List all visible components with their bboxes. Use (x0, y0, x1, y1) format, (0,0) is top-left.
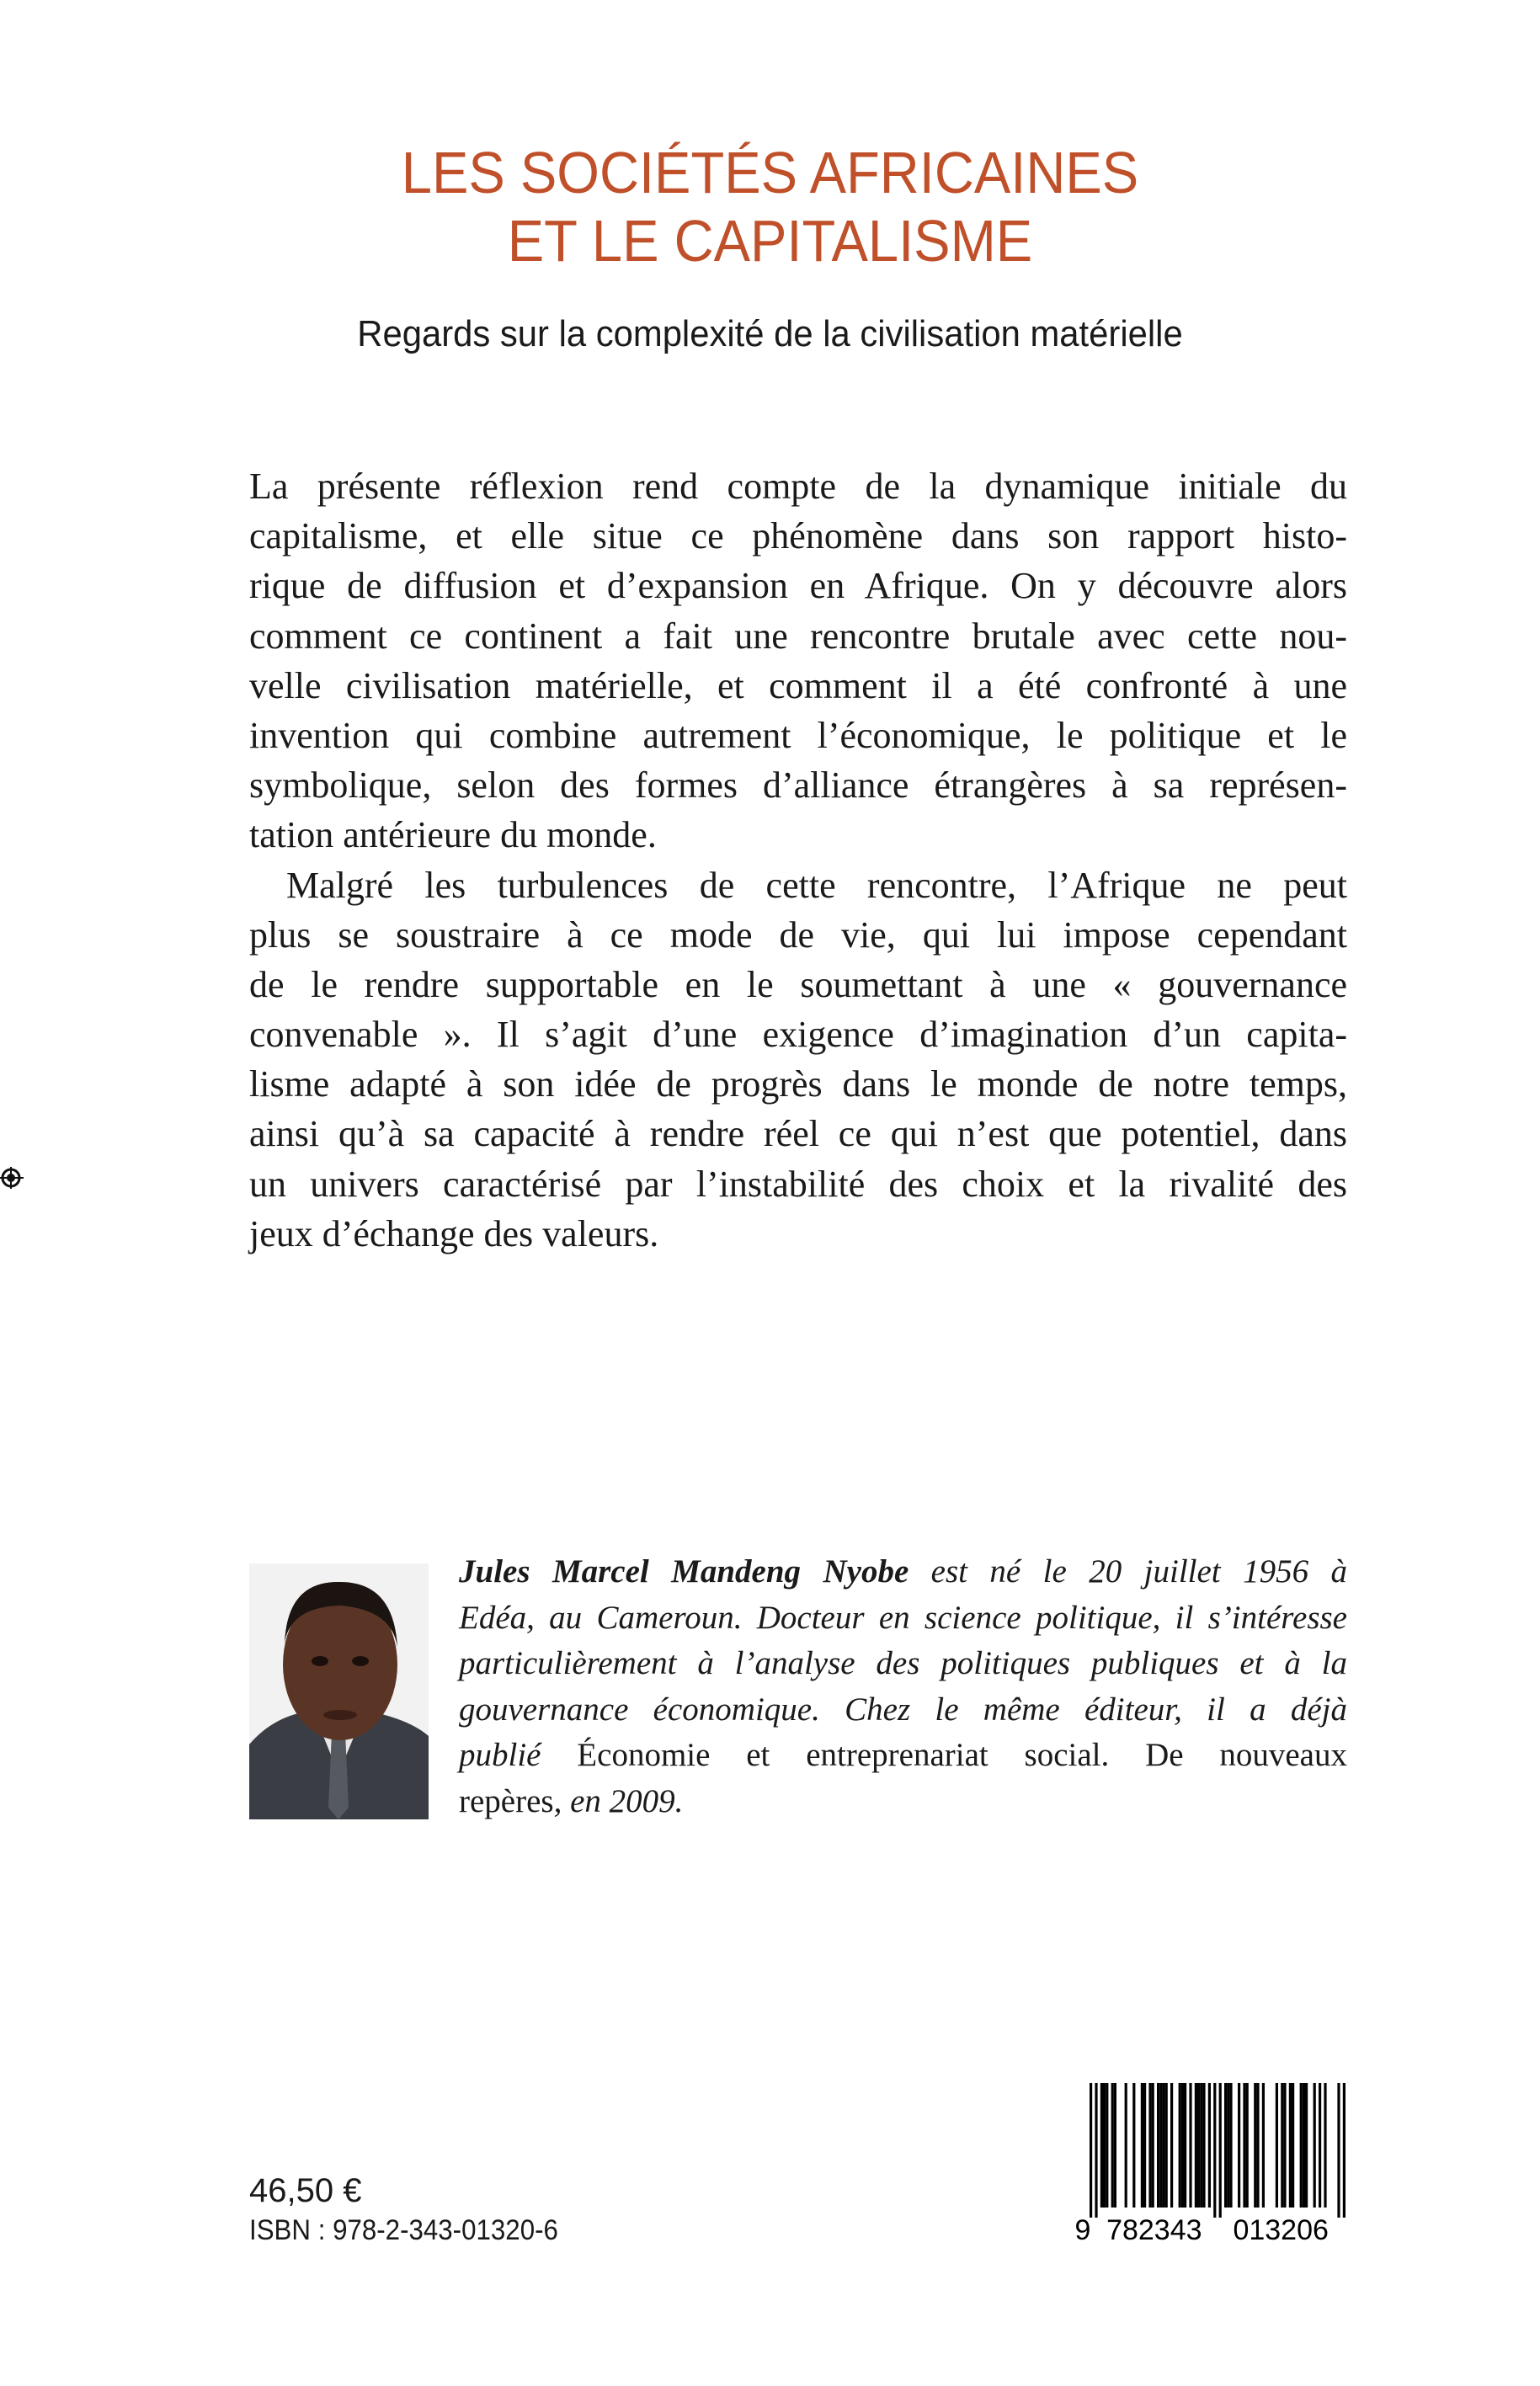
barcode-digits: 9 (1074, 2214, 1091, 2246)
barcode-bar (1238, 2083, 1240, 2208)
barcode-bar (1254, 2083, 1256, 2208)
barcode-digits: 013206 (1233, 2214, 1329, 2246)
barcode-bar (1143, 2083, 1146, 2208)
blurb-line: symbolique, selon des formes d’alliance étrangères à sa représen- (249, 764, 1347, 807)
bio-line: particulièrement à l’analyse des politiques publiques et à la (459, 1645, 1347, 1682)
barcode-bar (1292, 2083, 1294, 2208)
barcode-bar (1197, 2083, 1200, 2208)
blurb-line: convenable ». Il s’agit d’une exigence d’imagination d’un capita- (249, 1014, 1347, 1056)
author-photo (249, 1563, 429, 1819)
blurb-line: comment ce continent a fait une rencontre brutale avec cette nou- (249, 615, 1347, 657)
barcode-bar (1303, 2083, 1305, 2208)
barcode-bar (1300, 2083, 1303, 2208)
barcode-bar (1132, 2083, 1135, 2208)
blurb-line: invention qui combine autrement l’économique, le politique et le (249, 714, 1347, 756)
barcode-bar (1181, 2083, 1184, 2208)
barcode-bar (1319, 2083, 1321, 2208)
barcode-bar (1337, 2083, 1340, 2218)
blurb (249, 461, 1347, 1259)
isbn: ISBN : 978-2-343-01320-6 (249, 2214, 558, 2246)
blurb-line: rique de diffusion et d’expansion en Afrique. On y découvre alors (249, 565, 1347, 607)
blurb-line: de le rendre supportable en le soumettant à une « gouvernance (249, 963, 1347, 1005)
barcode-bar (1090, 2083, 1092, 2218)
barcode-bar (1159, 2083, 1162, 2208)
previous-book-title: repères (459, 1782, 554, 1819)
book-subtitle: Regards sur la complexité de la civilisation matérielle (357, 313, 1183, 354)
barcode-bar (1305, 2083, 1308, 2208)
barcode-bar (1202, 2083, 1205, 2208)
barcode-digits: 782343 (1106, 2214, 1202, 2246)
author-name: Jules Marcel Mandeng Nyobe (459, 1553, 909, 1590)
blurb-line: tation antérieure du monde. (249, 814, 657, 856)
barcode-bar (1314, 2083, 1316, 2208)
blurb-paragraph-1 (249, 461, 1347, 860)
barcode-bar (1200, 2083, 1202, 2208)
blurb-line: La présente réflexion rend compte de la dynamique initiale du (249, 466, 1347, 507)
barcode-bar (1229, 2083, 1232, 2208)
barcode-bar (1162, 2083, 1164, 2208)
barcode-bar (1276, 2083, 1278, 2208)
barcode-bar (1157, 2083, 1159, 2208)
barcode-bar (1141, 2083, 1143, 2208)
barcode-bar (1256, 2083, 1259, 2208)
blurb-paragraph-2 (249, 860, 1347, 1260)
barcode-bar (1195, 2083, 1197, 2208)
barcode-bar (1281, 2083, 1283, 2208)
barcode-bar (1148, 2083, 1151, 2208)
bio-text: publié (459, 1737, 541, 1774)
barcode-bar (1106, 2083, 1108, 2208)
bio-line: gouvernance économique. Chez le même éditeur, il a déjà (459, 1691, 1347, 1728)
bio-text: est né le 20 juillet 1956 à (909, 1553, 1347, 1590)
barcode-bar (1219, 2083, 1222, 2218)
barcode-bar (1125, 2083, 1127, 2208)
barcode-bar (1111, 2083, 1114, 2208)
previous-book-title: Économie et entreprenariat social. De nouveaux (541, 1737, 1347, 1774)
barcode-bar (1179, 2083, 1181, 2208)
barcode-bar (1227, 2083, 1229, 2208)
barcode-bar (1165, 2083, 1168, 2208)
blurb-line: ainsi qu’à sa capacité à rendre réel ce qui n’est que potentiel, dans (249, 1113, 1347, 1155)
barcode (1074, 2080, 1356, 2252)
blurb-line: un univers caractérisé par l’instabilité des choix et la rivalité des (249, 1163, 1347, 1205)
barcode-bar (1243, 2083, 1245, 2208)
registration-mark-icon (0, 1165, 25, 1195)
blurb-line: plus se soustraire à ce mode de vie, qui lui impose cependant (249, 913, 1347, 956)
book-title-line-2: ET LE CAPITALISME (507, 208, 1033, 274)
author-bio (459, 1549, 1347, 1825)
price: 46,50 € (249, 2172, 362, 2209)
barcode-bar (1114, 2083, 1116, 2208)
barcode-bar (1324, 2083, 1326, 2208)
bio-text: , en 2009. (553, 1782, 684, 1819)
barcode-bar (1170, 2083, 1173, 2208)
blurb-line: Malgré les turbulences de cette rencontre, l’Afrique ne peut (286, 864, 1347, 906)
barcode-bar (1152, 2083, 1154, 2208)
blurb-line: velle civilisation matérielle, et comment il a été confronté à une (249, 664, 1347, 706)
barcode-bar (1224, 2083, 1227, 2208)
barcode-bar (1246, 2083, 1249, 2208)
bio-line: Edéa, au Cameroun. Docteur en science politique, il s’intéresse (459, 1599, 1347, 1636)
barcode-bar (1100, 2083, 1103, 2208)
barcode-bar (1103, 2083, 1106, 2208)
barcode-bar (1343, 2083, 1346, 2218)
barcode-bar (1184, 2083, 1186, 2208)
barcode-bar (1289, 2083, 1292, 2208)
barcode-bar (1095, 2083, 1097, 2218)
blurb-line: lisme adapté à son idée de progrès dans le monde de notre temps, (249, 1063, 1347, 1105)
blurb-line: capitalisme, et elle situe ce phénomène dans son rapport histo- (249, 515, 1347, 557)
barcode-bar (1208, 2083, 1211, 2208)
book-title-line-1: LES SOCIÉTÉS AFRICAINES (401, 140, 1139, 205)
barcode-bar (1283, 2083, 1286, 2208)
barcode-bar (1213, 2083, 1216, 2218)
barcode-bar (1189, 2083, 1191, 2208)
blurb-line: jeux d’échange des valeurs. (249, 1212, 659, 1254)
barcode-bar (1262, 2083, 1265, 2208)
